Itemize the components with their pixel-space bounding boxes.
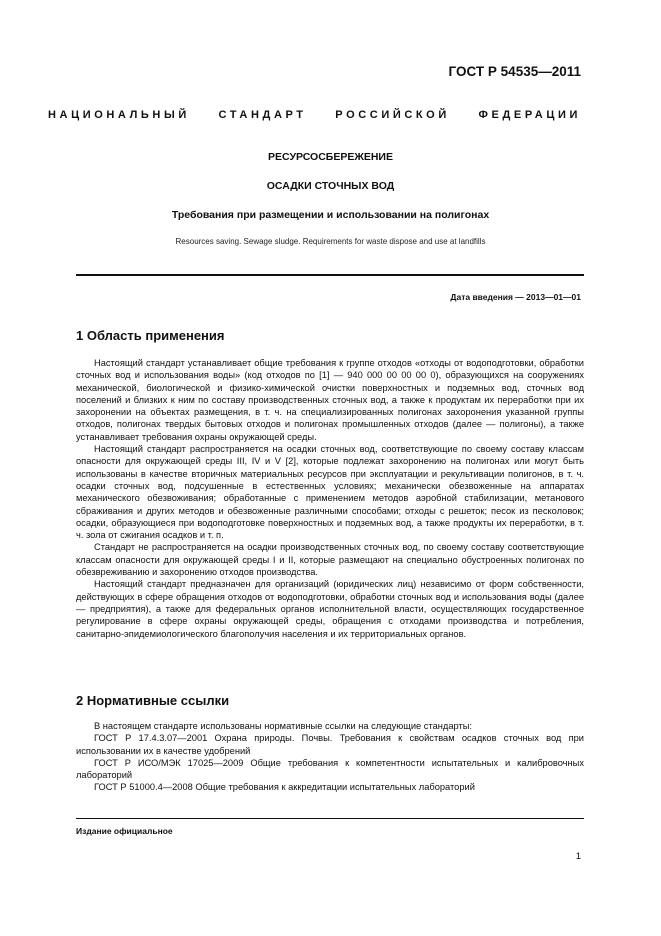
normative-reference: ГОСТ Р 51000.4—2008 Общие требования к аккредитации испытательных лабораторий bbox=[94, 782, 475, 793]
official-edition-note: Издание официальное bbox=[76, 826, 173, 836]
header-divider bbox=[76, 274, 584, 276]
english-title: Resources saving. Sewage sludge. Requirements for waste dispose and use at landfills bbox=[175, 237, 486, 246]
standard-number: ГОСТ Р 54535—2011 bbox=[448, 64, 581, 79]
section-2-body bbox=[76, 720, 584, 794]
document-subtitle: Требования при размещении и использовании на полигонах bbox=[171, 209, 490, 221]
document-title-line-1: РЕСУРСОСБЕРЕЖЕНИЕ bbox=[268, 151, 393, 163]
page-number: 1 bbox=[575, 851, 581, 862]
document-title-line-2: ОСАДКИ СТОЧНЫХ ВОД bbox=[266, 180, 395, 192]
introduction-date: Дата введения — 2013—01—01 bbox=[450, 292, 581, 302]
section-1-title: 1 Область применения bbox=[76, 328, 225, 343]
section-1-body bbox=[76, 357, 584, 640]
footer-divider bbox=[76, 818, 584, 819]
section-2-intro: В настоящем стандарте использованы нормативные ссылки на следующие стандарты: bbox=[94, 721, 473, 731]
section-2-title: 2 Нормативные ссылки bbox=[76, 693, 230, 708]
section-1-paragraph: Настоящий стандарт распространяется на осадки сточных вод, соответствующие по своему составу классам опасности для окружающей среды III, IV и V [2], которые подлежат захоронению на полигонах или могут быть использованы в качестве вторичных материальных ресурсов при эксплуатации и рекультивации полигонов, в т. ч. осадки сточных вод, подсушенные в естественных условиях; механически обезвоженные на аппаратах механического обезвоживания; обработанные с применением методов аэробной стабилизации, метанового сбраживания и других методов и обезвоженные различными способами; отходы с решеток; песок из песколовок; осадки, образующиеся при водоподготовке поверхностных и подземных вод, а также продукты их переработки, в т. ч. зола от сжигания осадков и т. п. bbox=[76, 444, 584, 541]
normative-reference: ГОСТ Р 17.4.3.07—2001 Охрана природы. Почвы. Требования к свойствам осадков сточных вод при использовании их в качестве удобрений bbox=[76, 733, 584, 756]
normative-reference: ГОСТ Р ИСО/МЭК 17025—2009 Общие требования к компетентности испытательных и калибровочных лабораторий bbox=[76, 757, 584, 781]
section-1-paragraph: Настоящий стандарт устанавливает общие требования к группе отходов «отходы от водоподготовки, обработки сточных вод и использования воды» (код отходов по [1] — 940 000 00 00 00 0), образующихся на сооружениях механической, биологической и физико-химической очистки поверхностных и подземных вод, сточных вод поселений и близких к ним по составу производственных сточных вод, а также к продуктам их переработки при их захоронении на объектах размещения, в т. ч. на специализированных полигонах захоронения указанной группы отходов, полигонах твердых бытовых отходов и полигонах промышленных отходов (далее — полигоны), а также устанавливает требования охраны окружающей среды. bbox=[76, 358, 584, 442]
section-1-paragraph: Настоящий стандарт предназначен для организаций (юридических лиц) независимо от форм собственности, действующих в сфере обращения отходов от водоподготовки, обработки сточных вод и использования воды (далее — предприятия), а также для федеральных органов исполнительной власти, осуществляющих государственное регулирование в сфере охраны окружающей среды, обращения с отходами производства и потребления, санитарно-эпидемиологического благополучия населения и их территориальных органов. bbox=[76, 579, 584, 639]
section-1-paragraph: Стандарт не распространяется на осадки производственных сточных вод, по своему составу соответствующие классам опасности для окружающей среды I и II, которые размещают на специально обустроенных полигонах по обезвреживанию и захоронению отходов производства. bbox=[76, 542, 584, 578]
national-standard-heading: НАЦИОНАЛЬНЫЙ СТАНДАРТ РОССИЙСКОЙ ФЕДЕРАЦИИ bbox=[48, 109, 581, 121]
